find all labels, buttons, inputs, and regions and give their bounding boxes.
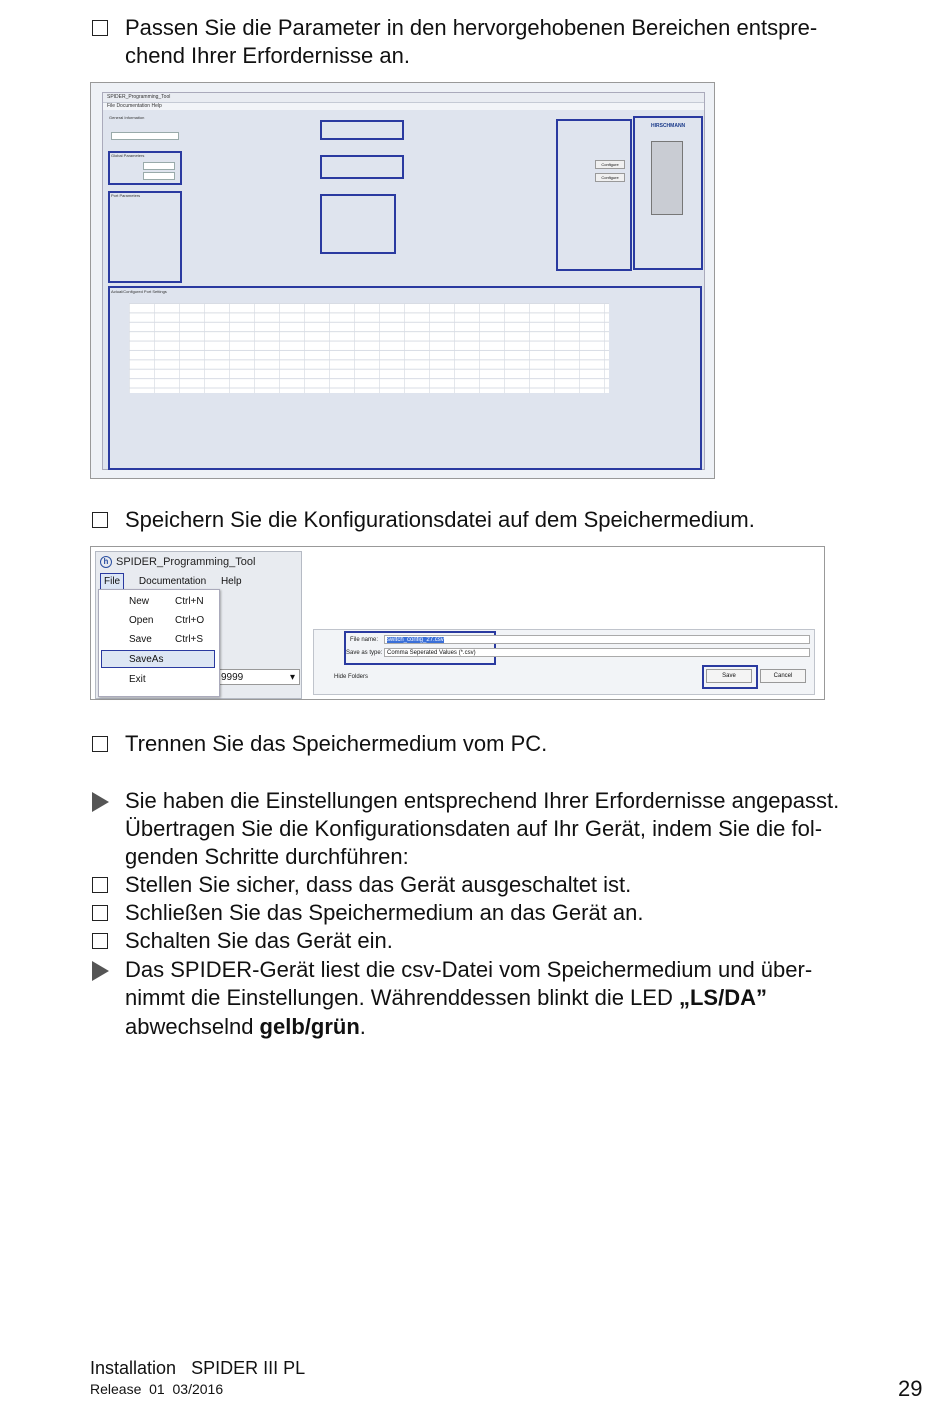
field: [143, 162, 175, 170]
field: [143, 172, 175, 180]
window-title-text: SPIDER_Programming_Tool: [116, 556, 256, 568]
shortcut-new: Ctrl+N: [175, 596, 204, 607]
hide-folders-toggle[interactable]: Hide Folders: [334, 674, 369, 680]
result-text-part: abwechselnd: [125, 1014, 260, 1039]
device-type-field: [111, 132, 179, 140]
screenshot-programming-tool: [90, 82, 715, 479]
result-text: genden Schritte durchführen:: [125, 844, 409, 869]
device-image: [651, 141, 683, 215]
file-menu-dropdown: [98, 589, 220, 697]
section-label: Actual/Configured Port Settings: [111, 289, 167, 294]
configure-button: Configure: [595, 173, 625, 182]
save-type-select[interactable]: Comma Seperated Values (*.csv): [384, 648, 810, 657]
menu-bar: File Documentation Help: [103, 103, 704, 110]
menu-documentation[interactable]: Documentation: [138, 576, 207, 587]
checkbox-icon: [92, 20, 108, 36]
highlight-aging-time: [320, 155, 404, 179]
checkbox-icon: [92, 736, 108, 752]
window-title: SPIDER_Programming_Tool: [103, 93, 704, 103]
shortcut-save: Ctrl+S: [175, 634, 204, 645]
save-dialog: [313, 629, 815, 695]
result-text-part: .: [359, 1014, 366, 1039]
app-window: [95, 551, 302, 699]
step-text: Trennen Sie das Speichermedium vom PC.: [125, 731, 548, 756]
footer-release: Release 01 03/2016: [90, 1381, 224, 1397]
result-text: Sie haben die Einstellungen entsprechend Ihrer Erfordernisse angepasst.: [125, 788, 840, 813]
footer-title: [90, 1358, 305, 1379]
device-combo[interactable]: [216, 669, 300, 685]
led-colors: gelb/grün: [259, 1014, 360, 1039]
result-text: Übertragen Sie die Konfigurationsdaten auf Ihr Gerät, indem Sie die fol-: [125, 816, 823, 841]
step-text: Schalten Sie das Gerät ein.: [125, 928, 393, 953]
result-arrow-icon: [92, 792, 109, 812]
checkbox-icon: [92, 905, 108, 921]
step-text: Passen Sie die Parameter in den hervorgehobenen Bereichen entspre-: [125, 15, 818, 40]
app-logo-icon: h: [100, 556, 112, 568]
menu-item-open[interactable]: Open: [129, 615, 154, 626]
shortcut-open: Ctrl+O: [175, 615, 205, 626]
cancel-button[interactable]: Cancel: [760, 669, 806, 683]
result-text: Das SPIDER-Gerät liest die csv-Datei vom Speichermedium und über-: [125, 957, 813, 982]
menu-item-save[interactable]: Save: [129, 634, 152, 645]
file-name-value: switch_config_27.csv: [387, 637, 444, 643]
menu-help[interactable]: Help: [220, 576, 242, 587]
highlight-port-params: [108, 191, 182, 283]
combo-value: 9999: [221, 672, 244, 683]
highlight-contact: [556, 119, 632, 271]
highlight-serial-number: [320, 120, 404, 140]
led-name: „LS/DA”: [678, 985, 767, 1010]
step-text: Speichern Sie die Konfigurationsdatei auf dem Speichermedium.: [125, 507, 755, 532]
footer-section: Installation: [90, 1358, 177, 1378]
result-text: [125, 984, 767, 1012]
checkbox-icon: [92, 877, 108, 893]
menu-item-new[interactable]: New: [129, 596, 150, 607]
section-label: General Information: [109, 115, 145, 120]
result-text: [125, 1013, 366, 1041]
section-label: Port Parameters: [111, 193, 141, 198]
menu-bar: [96, 573, 301, 588]
result-text-part: nimmt die Einstellungen. Währenddessen blinkt die LED: [125, 985, 679, 1010]
screenshot-save-dialog: [90, 546, 825, 700]
menu-item-exit[interactable]: Exit: [129, 674, 146, 685]
menu-file[interactable]: File: [100, 573, 124, 590]
checkbox-icon: [92, 512, 108, 528]
save-button[interactable]: Save: [706, 669, 752, 683]
page-number: 29: [898, 1376, 923, 1401]
step-text: Schließen Sie das Speichermedium an das Gerät an.: [125, 900, 644, 925]
section-label: Global Parameters: [111, 153, 145, 158]
save-type-label: Save as type:: [346, 650, 383, 656]
configure-button: Configure: [595, 160, 625, 169]
brand-label: HIRSCHMANN: [651, 123, 686, 129]
menu-item-saveas[interactable]: SaveAs: [129, 654, 164, 665]
file-name-input[interactable]: [384, 635, 810, 644]
chevron-down-icon: ▾: [289, 672, 295, 683]
file-name-label: File name:: [350, 637, 379, 643]
highlight-multicast: [320, 194, 396, 254]
step-text: Stellen Sie sicher, dass das Gerät ausgeschaltet ist.: [125, 872, 632, 897]
port-settings-table: [129, 303, 609, 393]
footer-product: SPIDER III PL: [191, 1358, 306, 1378]
checkbox-icon: [92, 933, 108, 949]
window-title: [96, 552, 301, 573]
app-window: [102, 92, 705, 470]
result-arrow-icon: [92, 961, 109, 981]
step-text: chend Ihrer Erfordernisse an.: [125, 43, 410, 68]
